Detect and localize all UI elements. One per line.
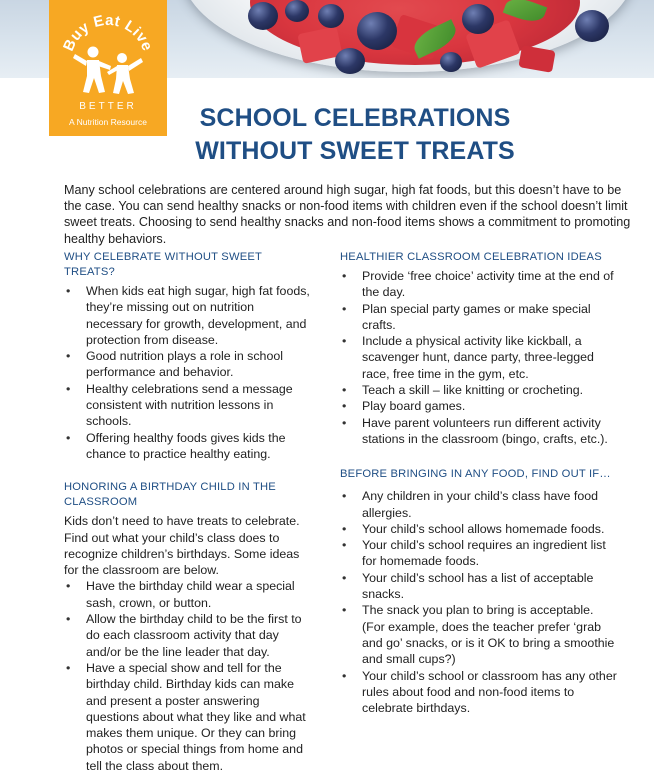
ideas-list <box>340 268 618 447</box>
left-column <box>64 250 310 774</box>
why-heading: WHY CELEBRATE WITHOUT SWEET TREATS? <box>64 251 262 278</box>
list-item: • Plan special party games or make special crafts. <box>340 301 618 334</box>
page-title <box>170 102 540 168</box>
list-item: • Good nutrition plays a role in school performance and behavior. <box>64 348 310 381</box>
before-list <box>340 488 618 716</box>
svg-text:Buy Eat Live <box>60 12 156 54</box>
list-item: • Any children in your child’s class have food allergies. <box>340 488 618 521</box>
intro-paragraph: Many school celebrations are centered around high sugar, high fat foods, but this doesn’t have to be the case. You can send healthy snacks or non-food items with children even if the school doesn’t limit sweet treats. Choosing to send healthy snacks and non-food items shows a commitment to promoting healthy behaviors. <box>64 183 631 246</box>
blueberry <box>335 48 365 74</box>
blueberry <box>318 4 344 28</box>
ideas-heading: HEALTHIER CLASSROOM CELEBRATION IDEAS <box>340 251 602 263</box>
list-item: • Your child’s school or classroom has any other rules about food and non-food items to celebrate birthdays. <box>340 668 618 717</box>
title-line-2: WITHOUT SWEET TREATS <box>195 137 515 165</box>
blueberry <box>357 12 397 50</box>
list-item: • Include a physical activity like kickball, a scavenger hunt, dance party, three-legged race, free time in the gym, etc. <box>340 333 618 382</box>
logo-caption: A Nutrition Resource <box>69 117 147 127</box>
blueberry <box>440 52 462 72</box>
list-item: • Offering healthy foods gives kids the chance to practice healthy eating. <box>64 430 310 463</box>
list-item: • Healthy celebrations send a message consistent with nutrition lessons in schools. <box>64 381 310 430</box>
list-item: • Provide ‘free choice’ activity time at the end of the day. <box>340 268 618 301</box>
list-item: • Allow the birthday child to be the first to do each classroom activity that day and/or be the line leader that day. <box>64 611 310 660</box>
logo-better-text: BETTER <box>79 101 137 112</box>
blueberry <box>462 4 494 34</box>
logo-graphic <box>49 0 167 136</box>
birthday-heading: HONORING A BIRTHDAY CHILD IN THE CLASSROOM <box>64 481 276 509</box>
birthday-paragraph: Kids don’t need to have treats to celebrate. Find out what your child’s class does to recognize children’s birthdays. Some ideas for the classroom are below. <box>64 514 300 578</box>
title-line-1: SCHOOL CELEBRATIONS <box>199 104 511 132</box>
blueberry <box>248 2 278 30</box>
before-heading: BEFORE BRINGING IN ANY FOOD, FIND OUT IF… <box>340 468 611 481</box>
list-item: • Have parent volunteers run different activity stations in the classroom (bingo, crafts, etc.). <box>340 415 618 448</box>
birthday-list <box>64 578 310 774</box>
list-item: • Your child’s school allows homemade foods. <box>340 521 618 537</box>
list-item: • Have the birthday child wear a special sash, crown, or button. <box>64 578 310 611</box>
list-item: • Have a special show and tell for the birthday child. Birthday kids can make and present a poster answering questions about what they like and what makes them unique. Or they can bring photos or special things from home and tell the class about them. <box>64 660 310 774</box>
list-item: • Teach a skill – like knitting or crocheting. <box>340 382 618 398</box>
buy-eat-live-better-logo <box>49 0 167 136</box>
figures-icon <box>73 47 143 95</box>
why-list <box>64 283 310 462</box>
blueberry <box>575 10 609 42</box>
list-item: • When kids eat high sugar, high fat foods, they’re missing out on nutrition necessary for growth, development, and protection from disease. <box>64 283 310 348</box>
list-item: • Your child’s school requires an ingredient list for homemade foods. <box>340 537 618 570</box>
right-column <box>340 250 618 716</box>
blueberry <box>285 0 309 22</box>
logo-tagline: Buy Eat Live <box>60 11 156 54</box>
list-item: • The snack you plan to bring is acceptable. (For example, does the teacher prefer ‘grab and go’ snacks, or is it OK to bring a smoothie and small cups?) <box>340 602 618 667</box>
list-item: • Play board games. <box>340 398 618 414</box>
list-item: • Your child’s school has a list of acceptable snacks. <box>340 570 618 603</box>
watermelon-piece <box>518 45 555 73</box>
